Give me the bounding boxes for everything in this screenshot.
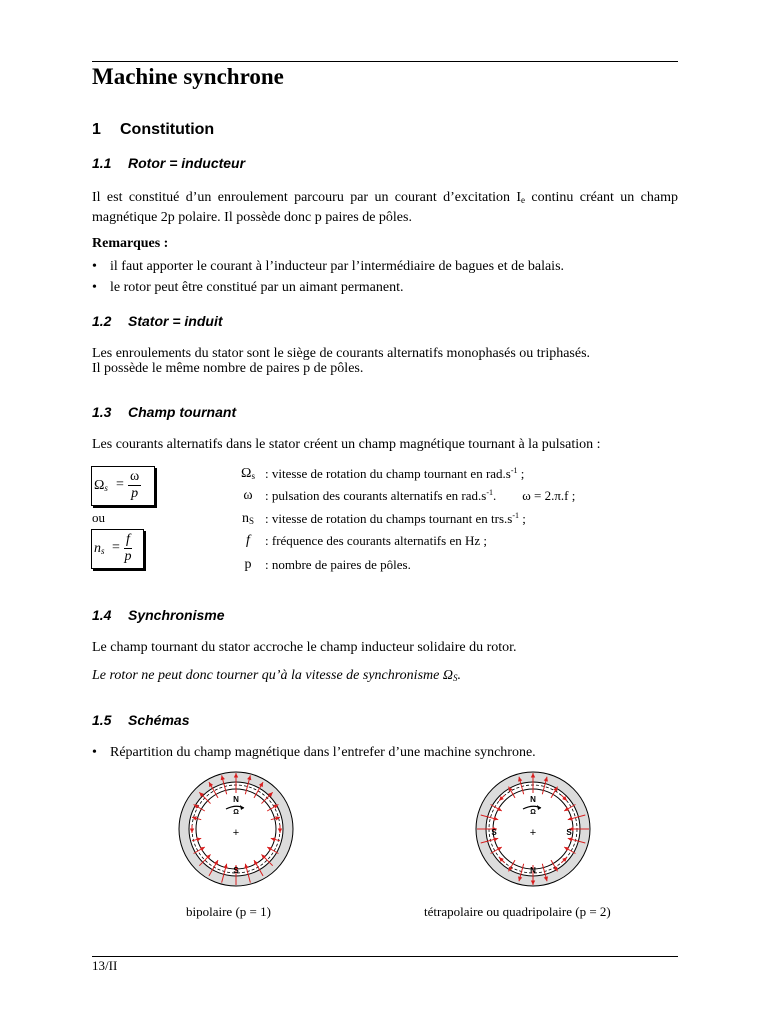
section-1-2-number: 1.2 xyxy=(92,313,112,329)
bipolar-caption: bipolaire (p = 1) xyxy=(186,904,271,919)
legend-symbol-omega-s: $\Omega_s$ xyxy=(241,466,255,481)
south-pole-label-right: S xyxy=(566,828,572,837)
formula-omega-lhs: $\Omega_s$ xyxy=(94,478,108,493)
section-1-title: Constitution xyxy=(120,121,215,138)
tetrapolar-diagram xyxy=(473,762,593,892)
tetrapolar-caption: tétrapolaire ou quadripolaire (p = 2) xyxy=(424,904,611,919)
section-1-5-heading xyxy=(92,712,189,728)
or-label: ou xyxy=(92,510,105,525)
bipolar-diagram xyxy=(176,762,296,892)
remarks-title: Remarques : xyxy=(92,236,169,251)
north-pole-label-bottom: N xyxy=(530,866,536,875)
remark-text-1: il faut apporter le courant à l’inducteur par l’intermédiaire de bagues et de balais. xyxy=(110,259,565,274)
remark-text-2: le rotor peut être constitué par un aimant permanent. xyxy=(110,280,404,295)
top-rule xyxy=(92,61,678,62)
page-number: 13/II xyxy=(92,958,118,973)
legend-text-f: : fréquence des courants alternatifs en Hz ; xyxy=(265,533,487,548)
legend-text-omega: : pulsation des courants alternatifs en $rad.s^{-1}$. ω = 2.π.f ; xyxy=(265,488,576,503)
formula-omega-den: p xyxy=(131,486,139,501)
south-pole-label: S xyxy=(233,866,239,875)
remark-item: • il faut apporter le courant à l’inducteur par l’intermédiaire de bagues et de balais. xyxy=(92,259,565,274)
legend-text-ns: : vitesse de rotation du champs tournant en $trs.s^{-1}$ ; xyxy=(265,511,526,526)
section-1-heading xyxy=(92,121,214,139)
rotor-text-b: continu créant un champ magnétique 2p polaire. Il possède donc p paires de pôles. xyxy=(92,190,678,225)
legend-symbol-ns: $n_S$ xyxy=(241,511,254,526)
section-1-4-number: 1.4 xyxy=(92,607,112,623)
center-plus: + xyxy=(529,827,537,839)
section-1-1-title: Rotor = inducteur xyxy=(128,155,246,171)
formula-ns-fraction xyxy=(124,532,132,565)
legend-text-omega-s: : vitesse de rotation du champ tournant en $rad.s^{-1}$ ; xyxy=(265,466,525,481)
section-1-3-title: Champ tournant xyxy=(128,404,237,420)
stator-line-1: Les enroulements du stator sont le siège de courants alternatifs monophasés ou triphasés. xyxy=(92,346,591,361)
formula-omega-box xyxy=(91,466,155,506)
south-pole-label-left: S xyxy=(491,828,497,837)
formula-omega-eq: = xyxy=(116,477,124,492)
section-1-4-heading xyxy=(92,607,224,623)
section-1-4-title: Synchronisme xyxy=(128,607,225,623)
legend-symbol-omega: ω xyxy=(243,488,253,503)
page-title: Machine synchrone xyxy=(92,64,284,89)
formula-ns-num: f xyxy=(126,532,130,547)
legend-text-p: : nombre de paires de pôles. xyxy=(265,557,411,572)
formula-ns-lhs: $n_s$ xyxy=(94,541,105,556)
north-pole-label: N xyxy=(233,795,239,804)
rotor-text-sub: e xyxy=(521,195,526,205)
rotor-paragraph xyxy=(92,189,678,226)
section-1-3-number: 1.3 xyxy=(92,404,112,420)
section-1-2-heading xyxy=(92,313,223,329)
formula-ns-den: p xyxy=(124,549,132,564)
section-1-5-number: 1.5 xyxy=(92,712,112,728)
champ-tournant-intro: Les courants alternatifs dans le stator créent un champ magnétique tournant à la pulsation : xyxy=(92,437,601,452)
section-1-1-heading xyxy=(92,155,245,171)
synchronisme-line-1: Le champ tournant du stator accroche le champ inducteur solidaire du rotor. xyxy=(92,640,517,655)
legend-symbol-f: f xyxy=(246,533,250,548)
synchronisme-line-2: Le rotor ne peut donc tourner qu’à la vitesse de synchronisme $\Omega_S$. xyxy=(92,668,461,683)
section-1-1-number: 1.1 xyxy=(92,155,112,171)
formula-omega-fraction xyxy=(128,469,141,502)
omega-label: Ω xyxy=(530,809,536,816)
center-plus: + xyxy=(232,827,240,839)
formula-omega-num: ω xyxy=(130,469,140,484)
remark-item: • le rotor peut être constitué par un aimant permanent. xyxy=(92,280,404,295)
legend-symbol-p: p xyxy=(244,557,252,572)
rotor-text-a: Il est constitué d’un enroulement parcouru par un courant d’excitation I xyxy=(92,190,522,205)
section-1-3-heading xyxy=(92,404,236,420)
formula-ns-eq: = xyxy=(112,540,120,555)
section-1-number: 1 xyxy=(92,121,101,138)
section-1-2-title: Stator = induit xyxy=(128,313,223,329)
schemas-bullet-text: Répartition du champ magnétique dans l’entrefer d’une machine synchrone. xyxy=(110,745,536,760)
bottom-rule xyxy=(92,956,678,957)
stator-line-2: Il possède le même nombre de paires p de pôles. xyxy=(92,361,364,376)
omega-label: Ω xyxy=(233,809,239,816)
schemas-bullet: • Répartition du champ magnétique dans l’entrefer d’une machine synchrone. xyxy=(92,745,536,760)
formula-ns-box xyxy=(91,529,144,569)
section-1-5-title: Schémas xyxy=(128,712,190,728)
north-pole-label-top: N xyxy=(530,795,536,804)
